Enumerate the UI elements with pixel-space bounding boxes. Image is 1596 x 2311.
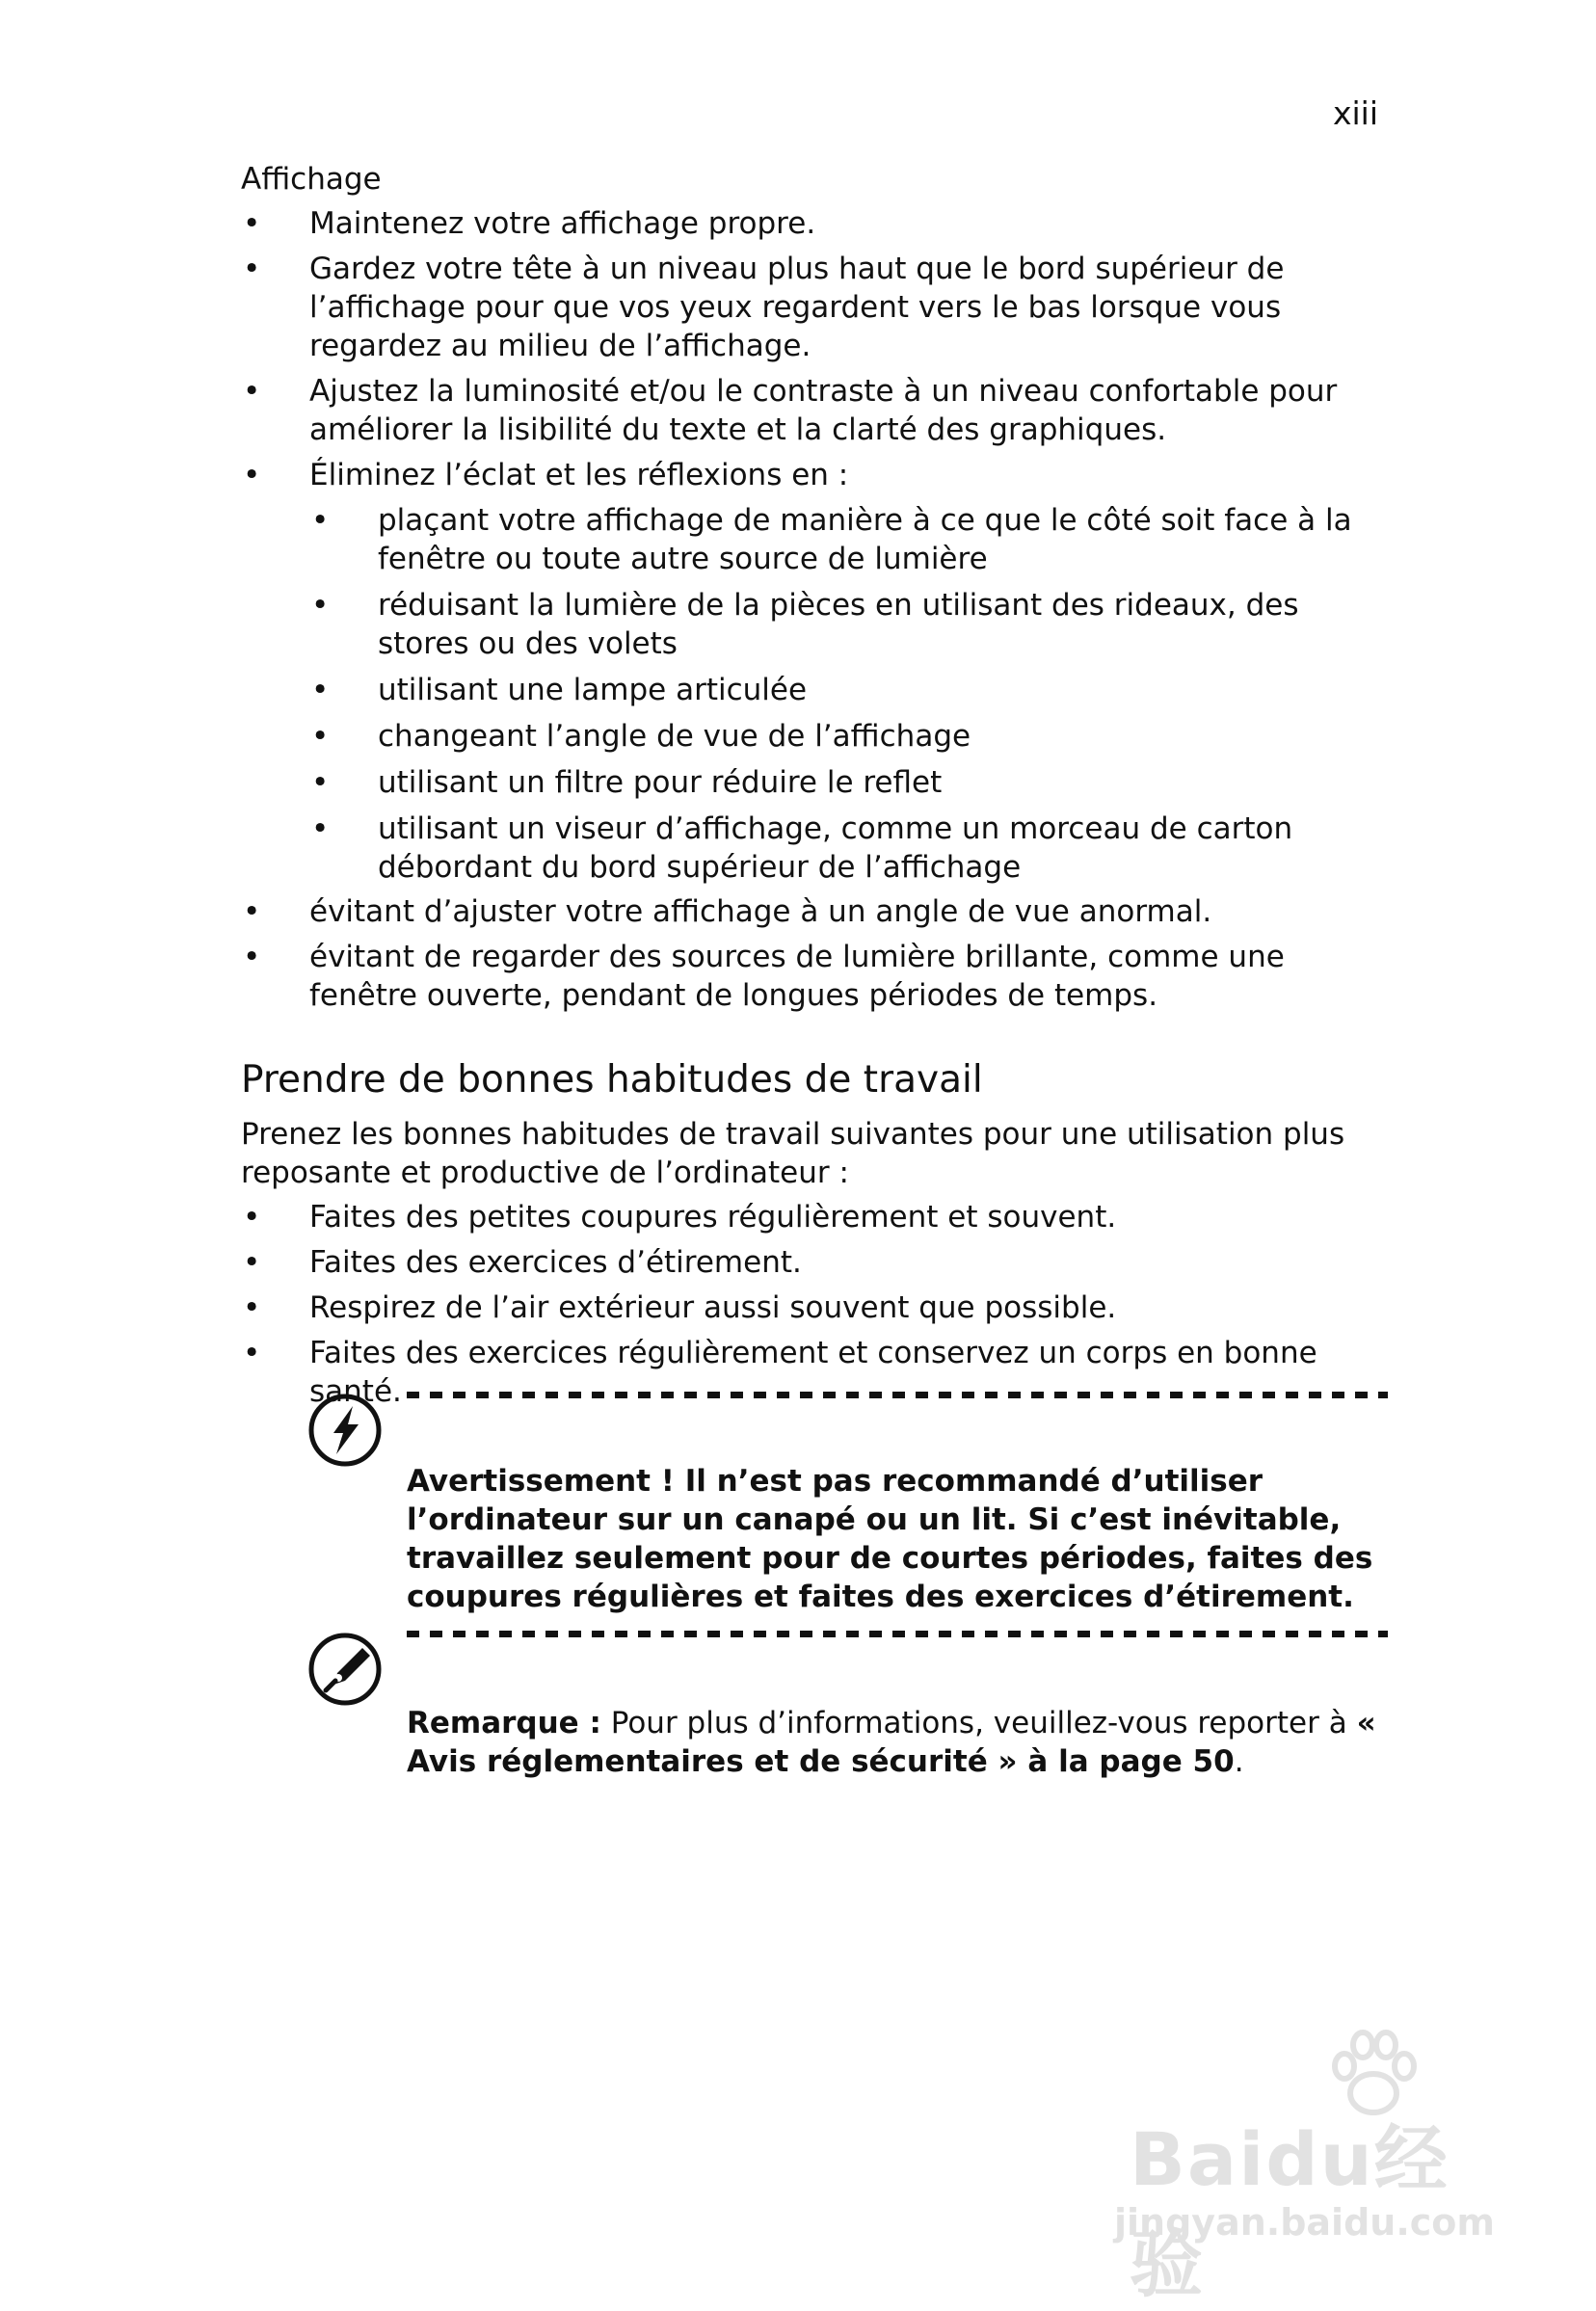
sub-list-item: • réduisant la lumière de la pièces en utilisant des rideaux, des stores ou des volets (309, 586, 1388, 663)
watermark (1108, 2024, 1513, 2307)
sub-list-item: • utilisant un viseur d’affichage, comme un morceau de carton débordant du bord supérieur de l’affichage (309, 810, 1388, 887)
sub-list-item: • plaçant votre affichage de manière à ce que le côté soit face à la fenêtre ou toute autre source de lumière (309, 501, 1388, 578)
list-item: • évitant d’ajuster votre affichage à un angle de vue anormal. (241, 892, 1388, 931)
sub-list-item: • utilisant un filtre pour réduire le reflet (309, 763, 1388, 802)
warning-lightning-icon (306, 1392, 384, 1469)
glare-sublist-wrapper (309, 501, 1388, 887)
note-block (306, 1631, 1388, 1785)
list-item: • Respirez de l’air extérieur aussi souvent que possible. (241, 1288, 1388, 1327)
list-item: • Gardez votre tête à un niveau plus haut que le bord supérieur de l’affichage pour que vos yeux regardent vers le bas lorsque vous regardez au milieu de l’affichage. (241, 250, 1388, 365)
page-number: xiii (1332, 94, 1378, 132)
sub-list-item: • utilisant une lampe articulée (309, 671, 1388, 709)
warning-block (306, 1392, 1388, 1613)
display-heading: Affichage (241, 162, 382, 197)
note-text (407, 1704, 1388, 1781)
note-reference-link[interactable]: « Avis réglementaires et de sécurité » à la page 50 (407, 1706, 1376, 1779)
list-item: • Ajustez la luminosité et/ou le contraste à un niveau confortable pour améliorer la lisibilité du texte et la clarté des graphiques. (241, 372, 1388, 449)
main-content (241, 160, 1388, 1411)
warning-text: Avertissement ! Il n’est pas recommandé d’utiliser l’ordinateur sur un canapé ou un lit. Si c’est inévitable, travaillez seulement pour de courtes périodes, faites des coupures régulières et faites des exercices d’étirement. (407, 1464, 1373, 1614)
habits-intro: Prenez les bonnes habitudes de travail suivantes pour une utilisation plus reposante et productive de l’ordinateur : (241, 1117, 1345, 1190)
display-list-continued (241, 892, 1388, 1015)
glare-sublist (309, 501, 1388, 887)
habits-heading: Prendre de bonnes habitudes de travail (241, 1058, 983, 1102)
list-item: • Maintenez votre affichage propre. (241, 204, 1388, 243)
watermark-url: jingyan.baidu.com (1114, 2201, 1495, 2244)
habits-list (241, 1198, 1388, 1411)
note-end: . (1234, 1744, 1244, 1779)
note-label: Remarque : (407, 1706, 601, 1740)
list-item: • Éliminez l’éclat et les réflexions en : (241, 456, 1388, 494)
display-list (241, 204, 1388, 494)
note-pen-icon (306, 1631, 384, 1708)
note-body: Pour plus d’informations, veuillez-vous reporter à (600, 1706, 1357, 1740)
list-item: • évitant de regarder des sources de lumière brillante, comme une fenêtre ouverte, pendant de longues périodes de temps. (241, 938, 1388, 1015)
sub-list-item: • changeant l’angle de vue de l’affichage (309, 717, 1388, 756)
list-item: • Faites des exercices d’étirement. (241, 1243, 1388, 1282)
list-item: • Faites des exercices régulièrement et conservez un corps en bonne santé. (241, 1334, 1388, 1411)
dashed-divider (407, 1631, 1388, 1637)
list-item: • Faites des petites coupures régulièrement et souvent. (241, 1198, 1388, 1236)
watermark-brand: Baidu经验 (1130, 2116, 1450, 2307)
dashed-divider (407, 1392, 1388, 1398)
